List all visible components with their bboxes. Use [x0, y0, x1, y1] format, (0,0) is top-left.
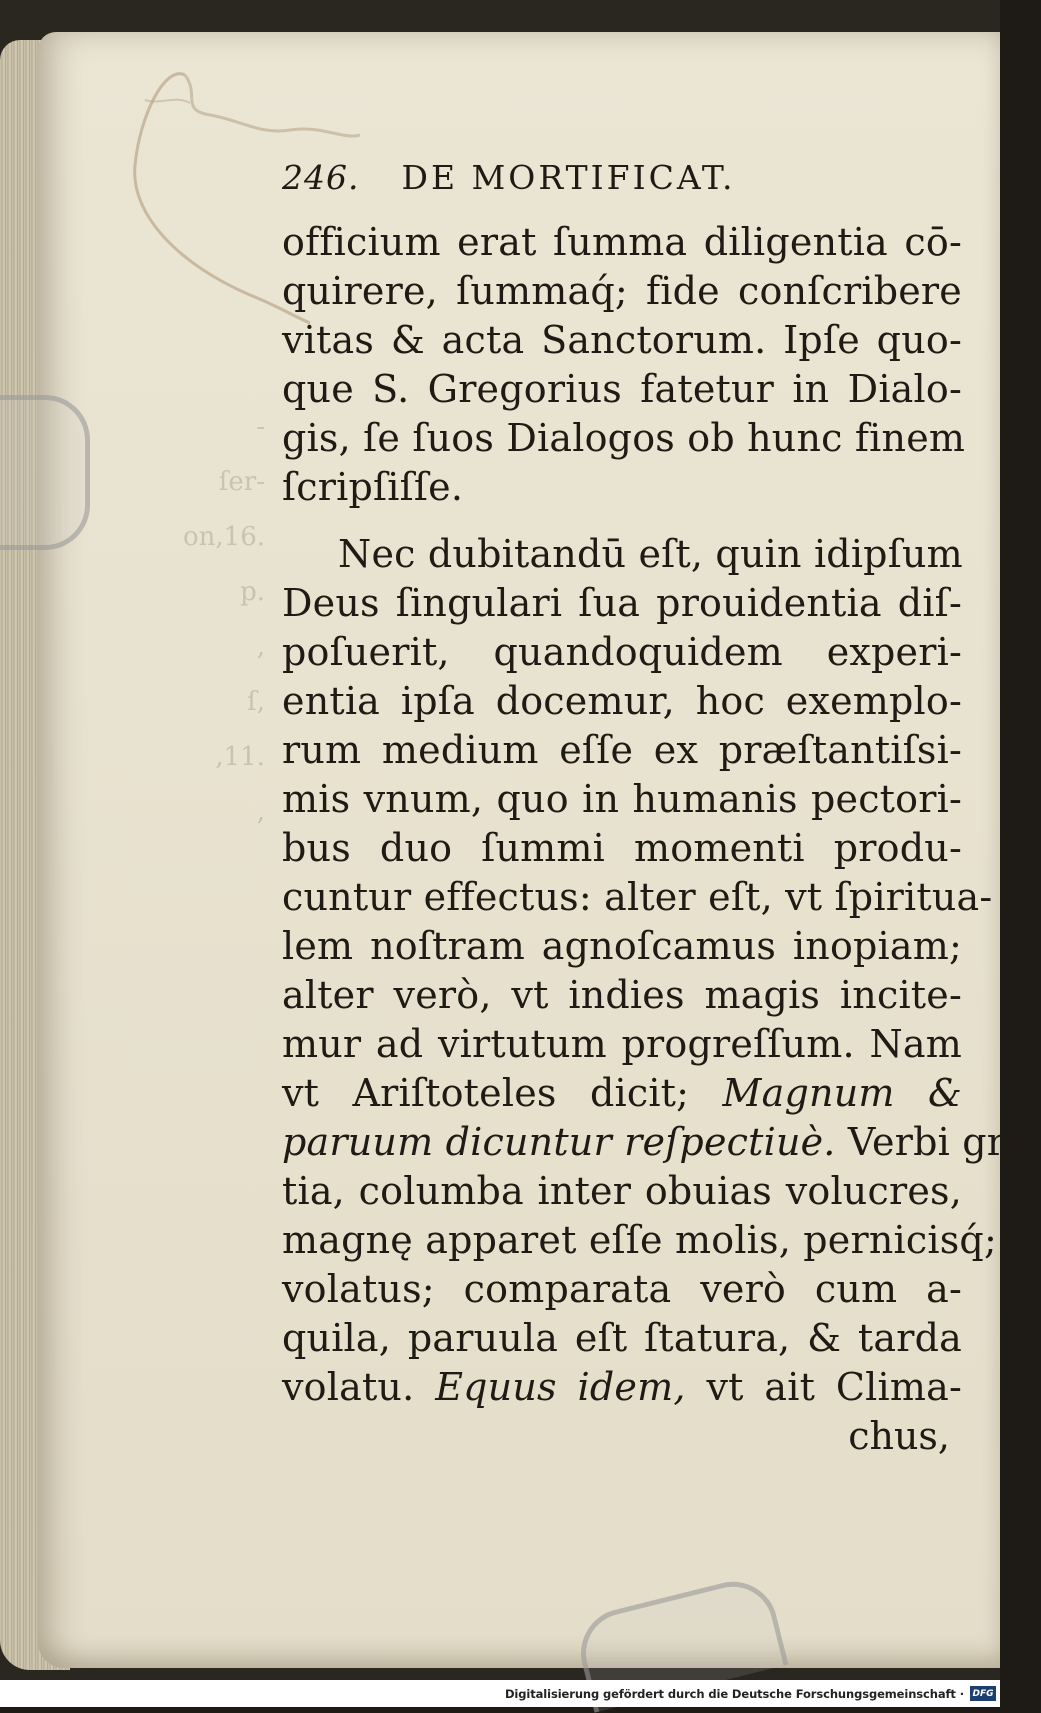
text-line: lem noſtram agnoſcamus inopiam; [282, 924, 962, 968]
text-line: vitas & acta Sanctorum. Ipſe quo- [282, 318, 962, 362]
text-roman: Verbi gra- [835, 1120, 1041, 1164]
text-roman: vt ait Clima- [685, 1365, 963, 1409]
bleed-line: ,11. [215, 742, 265, 772]
text-line: ſcripſiſſe. [282, 465, 464, 509]
bleed-line: , [256, 797, 265, 827]
text-line-volatu [282, 1363, 962, 1412]
page-clip-left [0, 395, 90, 550]
bleed-line: , [256, 632, 265, 662]
bleed-line: p. [240, 577, 265, 607]
text-line: volatus; comparata verò cum a- [282, 1267, 962, 1311]
text-italic: paruum dicuntur reſpectiuè. [282, 1120, 836, 1164]
text-line: mur ad virtutum progreſſum. Nam [282, 1022, 962, 1066]
text-line: entia ipſa docemur, hoc exemplo- [282, 679, 962, 723]
page-number: 246. [282, 158, 360, 197]
text-roman: vt Ariſtoteles dicit; [282, 1071, 723, 1115]
text-line: que S. Gregorius fatetur in Dialo- [282, 367, 962, 411]
text-line: Nec dubitandū eſt, quin idipſum [338, 532, 963, 576]
text-line: tia, columba inter obuias volucres, [282, 1169, 962, 1213]
running-head [282, 158, 962, 218]
catchword: chus, [848, 1414, 950, 1458]
text-line: poſuerit, quandoquidem experi- [282, 630, 962, 674]
text-line: alter verò, vt indies magis incite- [282, 973, 962, 1017]
paragraph-gap [282, 512, 962, 530]
text-line: bus duo ſummi momenti produ- [282, 826, 962, 870]
text-line: rum medium eſſe ex præſtantiſsi- [282, 728, 962, 772]
bleed-line: - [256, 412, 265, 442]
text-line: officium erat ſumma diligentia cō- [282, 220, 962, 264]
digitization-footer [0, 1680, 1000, 1707]
text-italic: Equus idem, [435, 1365, 686, 1409]
dfg-logo: DFG [970, 1686, 996, 1701]
footer-credit: Digitalisierung gefördert durch die Deutsche Forschungsgemeinschaft · [504, 1686, 964, 1701]
bleed-line: on,16. [182, 522, 265, 552]
bleed-line: ſ, [247, 687, 265, 717]
page-text [282, 158, 1041, 1461]
text-line: cuntur effectus: alter eſt, vt ſpiritua- [282, 875, 993, 919]
bleed-line: ſer- [218, 467, 265, 497]
text-line: magnę apparet eſſe molis, pernicisq́; [282, 1218, 997, 1262]
text-line-parvum [282, 1118, 1041, 1167]
text-roman: volatu. [282, 1365, 436, 1409]
bleed-through-text [135, 400, 265, 840]
text-line: quirere, ſummaq́; fide conſcribere [282, 269, 962, 313]
text-line: gis, ſe ſuos Dialogos ob hunc finem [282, 416, 966, 460]
text-italic: Magnum & [722, 1071, 962, 1115]
text-line: quila, paruula eſt ſtatura, & tarda [282, 1316, 962, 1360]
running-head-title: DE MORTIFICAT. [401, 158, 736, 197]
text-line: mis vnum, quo in humanis pectori- [282, 777, 962, 821]
text-line-aristoteles [282, 1069, 962, 1118]
text-line: Deus ſingulari ſua prouidentia diſ- [282, 581, 962, 625]
